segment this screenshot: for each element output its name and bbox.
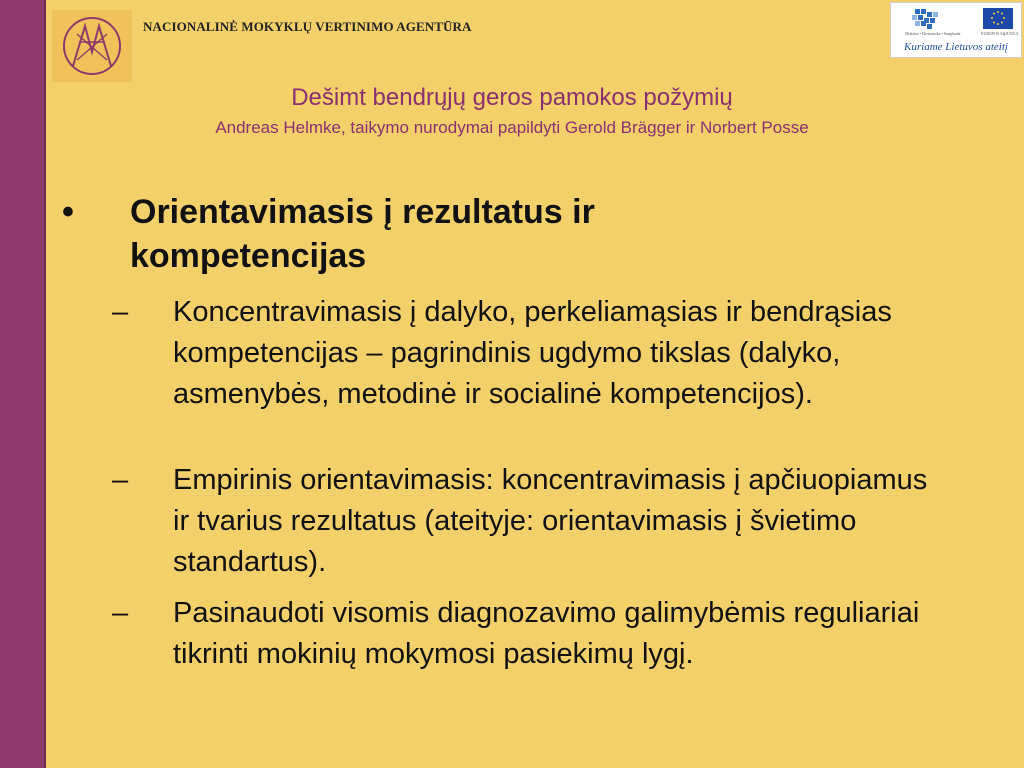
sponsor-caption: Kuriame Lietuvos ateitį: [904, 41, 1008, 53]
sponsor-left-small-text: Mokslas • Ekonomika • Sanglauda: [905, 31, 961, 36]
subitem-text: Empirinis orientavimasis: koncentravimasis į apčiuopiamus ir tvarius rezultatus (ateityje: orientavimasis į švietimo standartus).: [173, 464, 928, 578]
slide-title: Dešimt bendrųjų geros pamokos požymių: [291, 84, 733, 111]
eu-sponsor-logo: [890, 2, 1022, 58]
left-accent-bar: [0, 0, 44, 768]
left-accent-bar-edge: [44, 0, 46, 768]
slide-subtitle: Andreas Helmke, taikymo nurodymai papildyti Gerold Brägger ir Norbert Posse: [215, 118, 809, 137]
sponsor-right-small-text: EUROPOS SĄJUNGA: [981, 31, 1019, 36]
dash-marker: –: [112, 296, 129, 328]
agency-monogram-icon: [57, 12, 127, 80]
dash-marker: –: [112, 464, 129, 496]
bullet-marker: •: [62, 193, 74, 231]
subitem-text: Koncentravimasis į dalyko, perkeliamąsias ir bendrąsias kompetencijas – pagrindinis ugdymo tikslas (dalyko, asmenybės, metodinė ir socialinė kompetencijos).: [173, 296, 892, 410]
agency-logo: [52, 10, 132, 82]
dash-marker: –: [112, 597, 129, 629]
bullet-heading: Orientavimasis į rezultatus ir kompetencijas: [130, 193, 595, 275]
subitem-text: Pasinaudoti visomis diagnozavimo galimybėmis reguliariai tikrinti mokinių mokymosi pasiekimų lygį.: [173, 597, 920, 670]
agency-name: NACIONALINĖ MOKYKLŲ VERTINIMO AGENTŪRA: [143, 19, 472, 34]
